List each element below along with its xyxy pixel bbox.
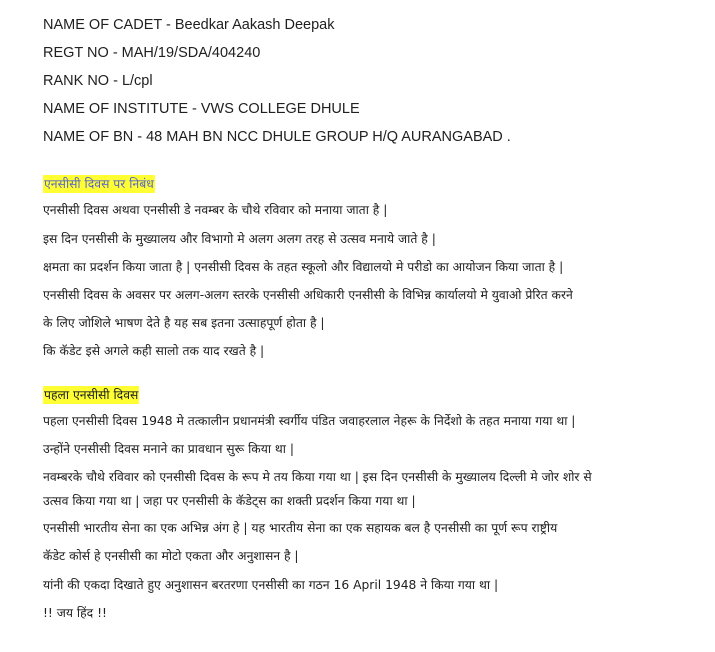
section-one-line: क्षमता का प्रदर्शन किया जाता है | एनसीसी दिवस के तहत स्कूलो और विद्यालयो मे परीडो का आयोजन किया जाता है | [43, 260, 564, 274]
section-two-line: नवम्बरके चौथे रविवार को एनसीसी दिवस के रूप मे तय किया गया था | इस दिन एनसीसी के मुख्यालय दिल्ली मे जोर शोर से [43, 470, 592, 484]
section-one-heading: एनसीसी दिवस पर निबंध [44, 177, 154, 191]
rank-line: RANK NO - L/cpl [43, 73, 153, 89]
section-two-line: उन्होंने एनसीसी दिवस मनाने का प्रावधान सुरू किया था | [43, 442, 295, 456]
section-two-line: कॅडेट कोर्स हे एनसीसी का मोटो एकता और अनुशासन है | [43, 549, 299, 563]
section-one-line: एनसीसी दिवस के अवसर पर अलग-अलग स्तरके एनसीसी अधिकारी एनसीसी के विभिन्न कार्यालयो मे युवाओ प्रेरित करने [43, 288, 573, 302]
section-one-line: के लिए जोशिले भाषण देते है यह सब इतना उत्साहपूर्ण होता है | [43, 316, 325, 330]
section-two-line: यांनी की एकदा दिखाते हुए अनुशासन बरतरणा एनसीसी का गठन 16 April 1948 ने किया गया था | [43, 578, 499, 592]
section-one-line: एनसीसी दिवस अथवा एनसीसी डे नवम्बर के चौथे रविवार को मनाया जाता है | [43, 203, 388, 217]
cadet-name-line: NAME OF CADET - Beedkar Aakash Deepak [43, 17, 335, 33]
section-two-heading: पहला एनसीसी दिवस [44, 388, 139, 402]
regt-no-line: REGT NO - MAH/19/SDA/404240 [43, 45, 261, 61]
section-one-line: कि कॅडेट इसे अगले कही सालो तक याद रखते है | [43, 344, 265, 358]
battalion-line: NAME OF BN - 48 MAH BN NCC DHULE GROUP H/Q AURANGABAD . [43, 129, 511, 145]
section-one-line: इस दिन एनसीसी के मुख्यालय और विभागो मे अलग अलग तरह से उत्सव मनाये जाते है | [43, 232, 436, 246]
section-two-line: एनसीसी भारतीय सेना का एक अभिन्न अंग हे | यह भारतीय सेना का एक सहायक बल है एनसीसी का पूर्ण रूप राष्ट्रीय [43, 521, 558, 535]
section-two-line: !! जय हिंद !! [43, 606, 107, 620]
section-two-line: उत्सव किया गया था | जहा पर एनसीसी के कॅडेट्स का शक्ती प्रदर्शन किया गया था | [43, 494, 416, 508]
section-two-line: पहला एनसीसी दिवस 1948 मे तत्कालीन प्रधानमंत्री स्वर्गीय पंडित जवाहरलाल नेहरू के निर्देशो के तहत मनाया गया था | [43, 414, 576, 428]
institute-line: NAME OF INSTITUTE - VWS COLLEGE DHULE [43, 101, 360, 117]
